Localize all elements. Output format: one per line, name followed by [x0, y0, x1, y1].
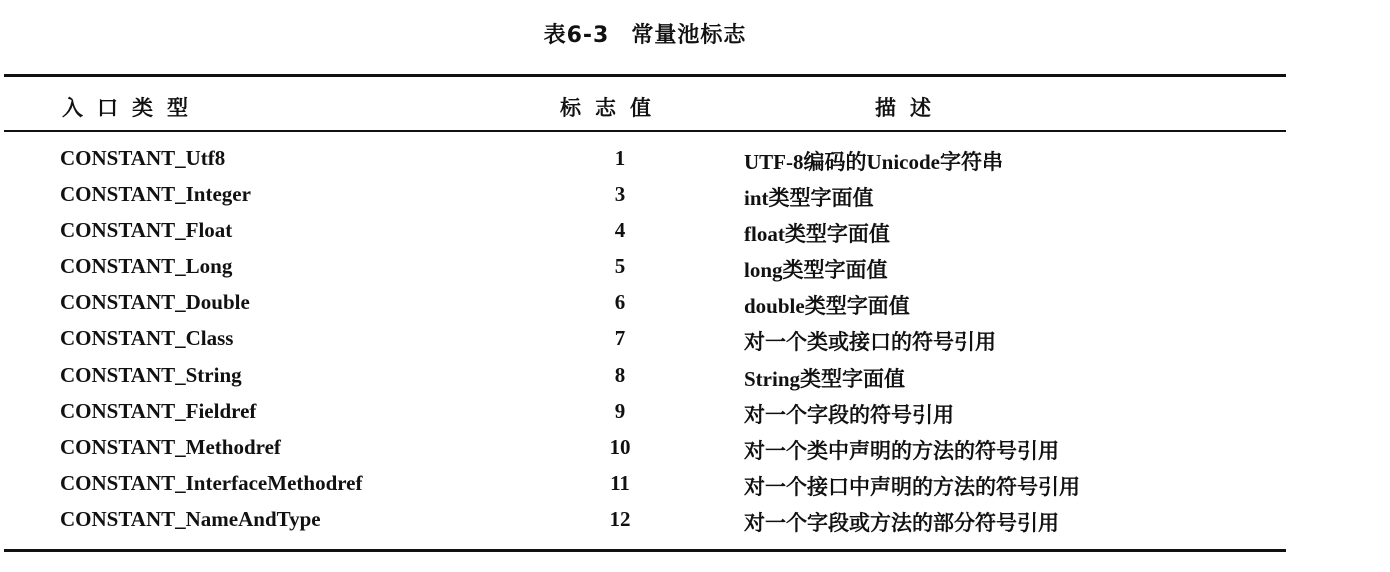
header-rule	[4, 130, 1286, 132]
header-flag-value: 标志值	[560, 96, 665, 120]
table-number: 表6-3	[543, 23, 610, 48]
header-description: 描述	[875, 96, 945, 120]
header-entry-type: 入口类型	[62, 96, 202, 120]
table-row	[0, 431, 1290, 467]
cell-flag-value: 9	[614, 398, 626, 423]
cell-entry-type: CONSTANT_Class	[60, 326, 234, 351]
cell-entry-type: CONSTANT_InterfaceMethodref	[60, 470, 363, 495]
cell-flag-value: 11	[610, 470, 630, 495]
cell-flag-value: 12	[609, 506, 631, 531]
cell-description: long类型字面值	[744, 258, 888, 283]
table-row	[0, 395, 1290, 431]
cell-flag-value: 1	[614, 146, 626, 170]
table-body	[0, 142, 1290, 539]
table-row	[0, 359, 1290, 395]
table-caption	[0, 18, 1290, 49]
cell-description: UTF-8编码的Unicode字符串	[744, 150, 1003, 174]
cell-flag-value: 8	[614, 362, 626, 387]
table-row	[0, 250, 1290, 286]
cell-description: 对一个字段的符号引用	[744, 402, 954, 427]
table-row	[0, 178, 1290, 214]
cell-description: 对一个接口中声明的方法的符号引用	[744, 474, 1080, 499]
cell-flag-value: 3	[614, 182, 626, 207]
table-row	[0, 142, 1290, 178]
cell-entry-type: CONSTANT_Fieldref	[60, 398, 257, 423]
cell-description: 对一个类或接口的符号引用	[744, 330, 996, 355]
cell-entry-type: CONSTANT_NameAndType	[60, 506, 321, 531]
table-row	[0, 503, 1290, 539]
table-row	[0, 286, 1290, 322]
cell-description: int类型字面值	[744, 186, 874, 211]
table-row	[0, 322, 1290, 358]
cell-flag-value: 6	[614, 290, 626, 315]
cell-description: double类型字面值	[744, 294, 910, 319]
cell-entry-type: CONSTANT_Float	[60, 218, 233, 243]
table-row	[0, 467, 1290, 503]
cell-entry-type: CONSTANT_Methodref	[60, 434, 281, 459]
cell-flag-value: 7	[614, 326, 626, 351]
cell-entry-type: CONSTANT_Utf8	[60, 146, 226, 170]
table-header	[0, 92, 1290, 122]
cell-flag-value: 10	[609, 434, 631, 459]
cell-flag-value: 5	[614, 254, 626, 279]
cell-entry-type: CONSTANT_Integer	[60, 182, 251, 207]
cell-entry-type: CONSTANT_String	[60, 362, 242, 387]
cell-entry-type: CONSTANT_Long	[60, 254, 233, 279]
table-row	[0, 214, 1290, 250]
bottom-rule	[4, 549, 1286, 552]
cell-entry-type: CONSTANT_Double	[60, 290, 250, 315]
top-rule	[4, 74, 1286, 77]
table-title: 常量池标志	[631, 23, 747, 48]
cell-description: String类型字面值	[744, 366, 906, 391]
cell-description: 对一个字段或方法的部分符号引用	[744, 510, 1059, 535]
cell-description: float类型字面值	[744, 222, 890, 247]
cell-description: 对一个类中声明的方法的符号引用	[744, 438, 1059, 463]
cell-flag-value: 4	[614, 218, 626, 243]
